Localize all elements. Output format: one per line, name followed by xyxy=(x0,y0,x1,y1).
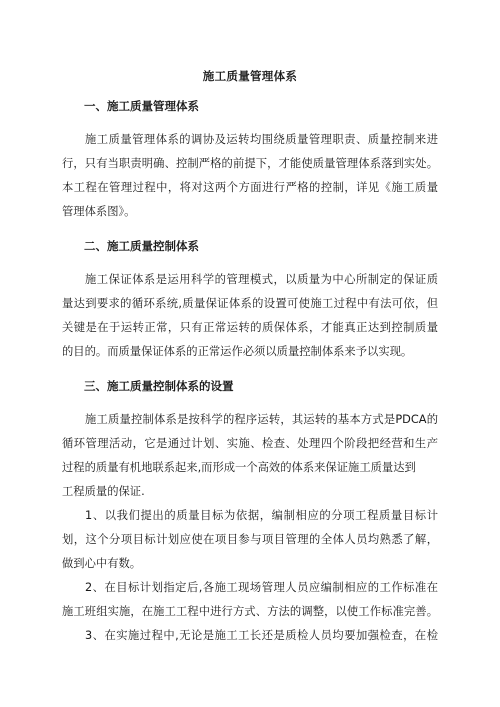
text-line: 工程质量的保证. xyxy=(62,485,145,498)
text-line: 做到心中有数。 xyxy=(62,557,142,570)
text-line: 关键是在于运转正常，只有正常运转的质保体系，才能真正达到控制质量 xyxy=(62,321,438,334)
text-line: 量达到要求的循环系统,质量保证体系的设置可使施工过程中有法可依，但 xyxy=(62,297,438,310)
section-heading: 一、施工质量管理体系 xyxy=(84,99,199,113)
text-line: 循环管理活动，它是通过计划、实施、检查、处理四个阶段把经营和生产 xyxy=(62,437,438,450)
text-line: 3、在实施过程中,无论是施工工长还是质检人员均要加强检查，在检 xyxy=(85,629,438,642)
section-paragraph xyxy=(62,268,438,364)
document-page xyxy=(62,68,438,662)
section-quality-control xyxy=(62,238,438,364)
text-line: 划，这个分项目标计划应使在项目参与项目管理的全体人员均熟悉了解， xyxy=(62,533,438,546)
text-line: 2、在目标计划指定后,各施工现场管理人员应编制相应的工作标准在 xyxy=(85,581,438,594)
text-line: 施工班组实施，在施工工程中进行方式、方法的调整，以使工作标准完善。 xyxy=(62,605,438,618)
text-line: 的目的。而质量保证体系的正常运作必须以质量控制体系来予以实现。 xyxy=(62,345,413,358)
section-heading: 二、施工质量控制体系 xyxy=(84,239,199,253)
text-line: 管理体系图》。 xyxy=(62,205,136,218)
section-heading: 三、施工质量控制体系的设置 xyxy=(84,379,234,393)
document-title: 施工质量管理体系 xyxy=(202,69,298,83)
text-line: 行，只有当职责明确、控制严格的前提下，才能使质量管理体系落到实处。 xyxy=(62,157,438,170)
section-paragraph xyxy=(62,128,438,224)
text-line: 施工质量控制体系是按科学的程序运转，其运转的基本方式是PDCA的 xyxy=(85,413,438,426)
section-control-setup xyxy=(62,378,438,648)
text-line: 施工质量管理体系的调协及运转均围绕质量管理职责、质量控制来进 xyxy=(85,133,438,146)
section-paragraph xyxy=(62,408,438,648)
text-line: 过程的质量有机地联系起来,而形成一个高效的体系来保证施工质量达到 xyxy=(62,461,416,474)
text-line: 本工程在管理过程中，将对这两个方面进行严格的控制，详见《施工质量 xyxy=(62,181,438,194)
text-line: 1、以我们提出的质量目标为依据，编制相应的分项工程质量目标计 xyxy=(85,509,438,522)
text-line: 施工保证体系是运用科学的管理模式，以质量为中心所制定的保证质 xyxy=(85,273,438,286)
section-quality-management xyxy=(62,98,438,224)
